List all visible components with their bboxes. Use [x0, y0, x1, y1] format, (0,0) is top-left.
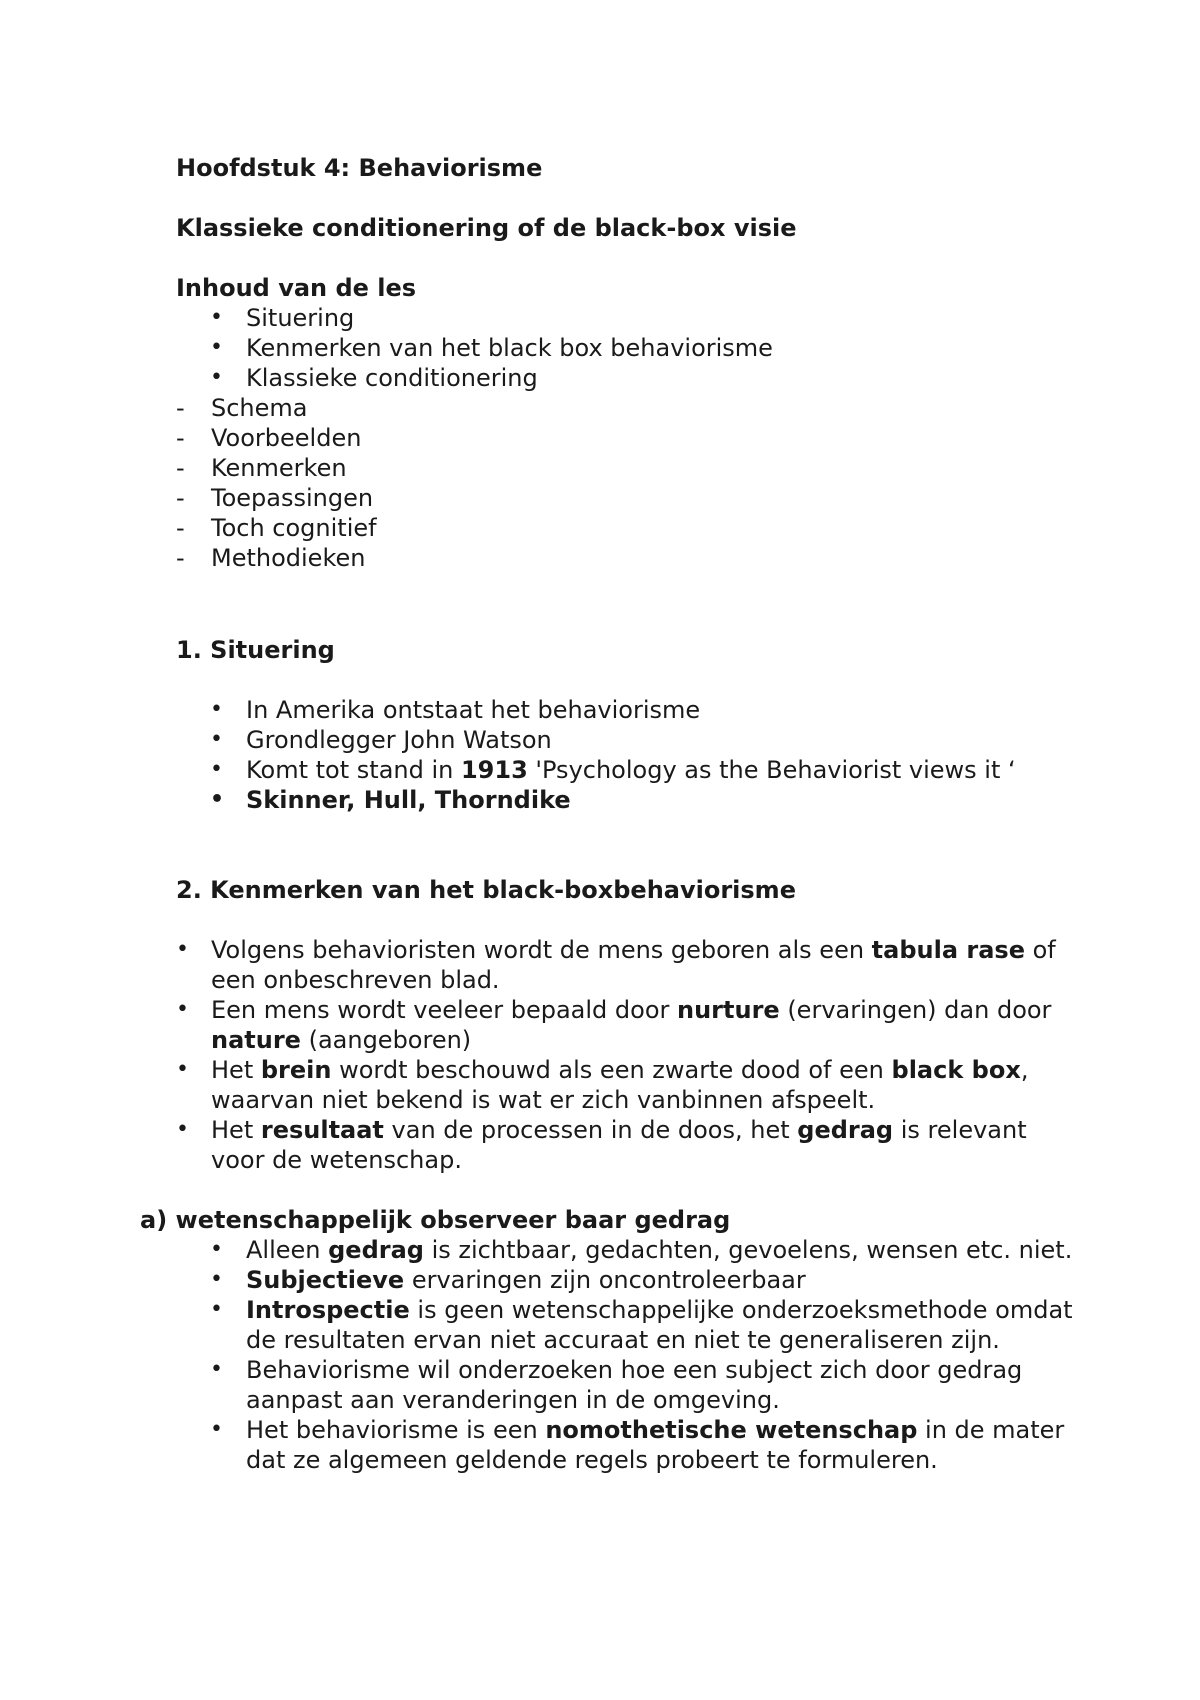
bullet-icon: •	[176, 1117, 189, 1142]
dash-icon: -	[176, 544, 185, 572]
bullet-icon: •	[210, 757, 223, 782]
section-2-item-line	[211, 995, 1051, 1025]
bullet-icon: •	[210, 335, 223, 360]
section-a-item-line	[246, 1265, 806, 1295]
text-run: in de mater	[917, 1416, 1065, 1444]
section-a-item-line	[246, 1235, 1072, 1265]
bullet-icon: •	[176, 997, 189, 1022]
bullet-icon: •	[210, 365, 223, 390]
text-run: of	[1024, 936, 1056, 964]
contents-dash-item: Voorbeelden	[211, 424, 362, 452]
text-run: Het	[211, 1116, 261, 1144]
text-run: Een mens wordt veeleer bepaald door	[211, 996, 677, 1024]
dash-icon: -	[176, 454, 185, 482]
bold-year: 1913	[460, 756, 528, 784]
section-a-item-line: dat ze algemeen geldende regels probeert te formuleren.	[246, 1446, 938, 1474]
dash-icon: -	[176, 484, 185, 512]
bold-term: tabula rase	[871, 936, 1025, 964]
contents-dash-item: Toepassingen	[211, 484, 374, 512]
contents-dash-item: Methodieken	[211, 544, 366, 572]
bullet-icon: •	[176, 937, 189, 962]
dash-icon: -	[176, 424, 185, 452]
dash-icon: -	[176, 394, 185, 422]
section-a-heading: a) wetenschappelijk observeer baar gedrag	[140, 1206, 731, 1234]
text-run: ,	[1020, 1056, 1029, 1084]
bold-term: nurture	[677, 996, 780, 1024]
bold-term: nomothetische wetenschap	[545, 1416, 918, 1444]
bullet-icon: •	[210, 787, 225, 812]
bold-term: Subjectieve	[246, 1266, 405, 1294]
section-a-item-line: Behaviorisme wil onderzoeken hoe een subject zich door gedrag	[246, 1356, 1023, 1384]
bold-term: gedrag	[328, 1236, 424, 1264]
bullet-icon: •	[210, 1267, 223, 1292]
contents-dash-item: Kenmerken	[211, 454, 347, 482]
bullet-icon: •	[210, 1237, 223, 1262]
text-run: is zichtbaar, gedachten, gevoelens, wensen etc. niet.	[423, 1236, 1073, 1264]
section-2-item-line	[211, 935, 1056, 965]
section-1-heading: 1. Situering	[176, 636, 335, 664]
bullet-icon: •	[210, 697, 223, 722]
bullet-icon: •	[176, 1057, 189, 1082]
section-a-item-line: aanpast aan veranderingen in de omgeving.	[246, 1386, 780, 1414]
bold-term: nature	[211, 1026, 301, 1054]
contents-heading: Inhoud van de les	[176, 274, 417, 302]
section-1-item: Grondlegger John Watson	[246, 726, 552, 754]
section-2-item-line	[211, 1025, 471, 1055]
text-run: ervaringen zijn oncontroleerbaar	[404, 1266, 806, 1294]
contents-bullet-item: Kenmerken van het black box behaviorisme	[246, 334, 773, 362]
bullet-icon: •	[210, 1417, 223, 1442]
text-run: Alleen	[246, 1236, 329, 1264]
bold-term: gedrag	[797, 1116, 894, 1144]
text-run: Volgens behavioristen wordt de mens geboren als een	[211, 936, 872, 964]
bold-term: brein	[260, 1056, 332, 1084]
section-2-item-line: een onbeschreven blad.	[211, 966, 500, 994]
text-run: Het	[211, 1056, 261, 1084]
section-1-item	[246, 755, 1016, 785]
contents-dash-item: Schema	[211, 394, 308, 422]
text-run: is geen wetenschappelijke onderzoeksmethode omdat	[409, 1296, 1073, 1324]
bold-term: Introspectie	[246, 1296, 410, 1324]
contents-bullet-item: Situering	[246, 304, 355, 332]
section-a-item-line: de resultaten ervan niet accuraat en niet te generaliseren zijn.	[246, 1326, 1000, 1354]
dash-icon: -	[176, 514, 185, 542]
text-run: van de processen in de doos, het	[383, 1116, 798, 1144]
bullet-icon: •	[210, 1357, 223, 1382]
text-run: wordt beschouwd als een zwarte dood of een	[331, 1056, 892, 1084]
document-title: Hoofdstuk 4: Behaviorisme	[176, 154, 543, 182]
text-run: is relevant	[893, 1116, 1027, 1144]
bullet-icon: •	[210, 305, 223, 330]
text-run: Komt tot stand in	[246, 756, 461, 784]
bold-term: resultaat	[260, 1116, 384, 1144]
text-run: 'Psychology as the Behaviorist views it ‘	[527, 756, 1016, 784]
section-2-item-line: voor de wetenschap.	[211, 1146, 462, 1174]
document-subtitle: Klassieke conditionering of de black-box visie	[176, 214, 797, 242]
section-a-item-line	[246, 1295, 1073, 1325]
section-1-item: Skinner, Hull, Thorndike	[246, 786, 571, 814]
section-a-item-line	[246, 1415, 1064, 1445]
section-2-item-line	[211, 1055, 1028, 1085]
bold-term: black box	[891, 1056, 1021, 1084]
text-run: (ervaringen) dan door	[779, 996, 1052, 1024]
section-2-heading: 2. Kenmerken van het black-boxbehaviorisme	[176, 876, 796, 904]
text-run: Het behaviorisme is een	[246, 1416, 546, 1444]
contents-dash-item: Toch cognitief	[211, 514, 377, 542]
text-run: (aangeboren)	[300, 1026, 472, 1054]
bullet-icon: •	[210, 1297, 223, 1322]
section-2-item-line	[211, 1115, 1027, 1145]
bullet-icon: •	[210, 727, 223, 752]
section-2-item-line: waarvan niet bekend is wat er zich vanbinnen afspeelt.	[211, 1086, 876, 1114]
contents-bullet-item: Klassieke conditionering	[246, 364, 538, 392]
section-1-item: In Amerika ontstaat het behaviorisme	[246, 696, 701, 724]
